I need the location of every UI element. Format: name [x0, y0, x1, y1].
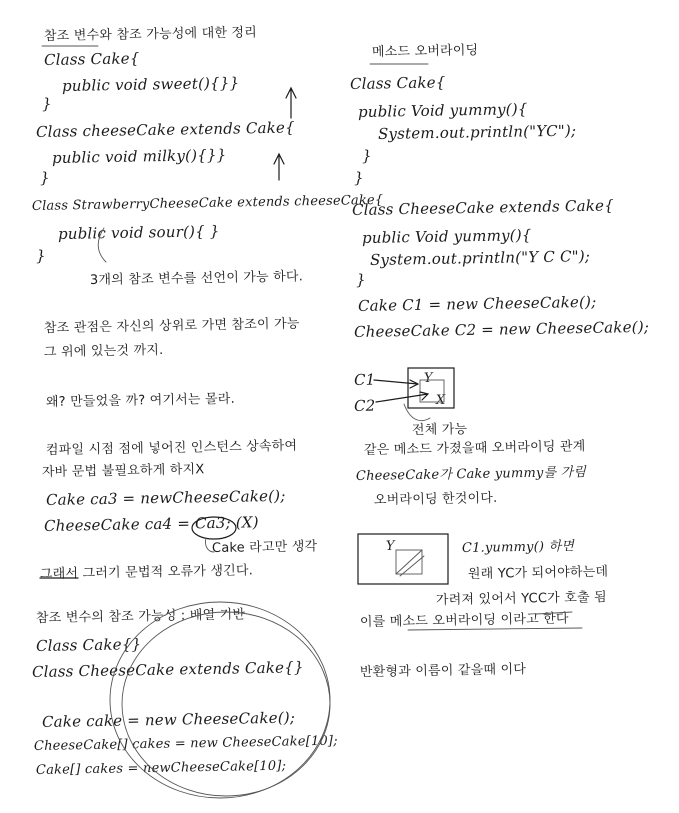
code-line: public Void yummy(){	[361, 226, 532, 247]
code-line: CheeseCake C2 = new CheeseCake();	[353, 317, 650, 341]
arrow-right-icon	[376, 392, 428, 402]
diagram-note: 전체 가능	[411, 422, 468, 438]
code-line: Cake C1 = new CheeseCake();	[357, 292, 597, 315]
code-line: Class Cake{}	[35, 635, 142, 655]
code-line: }	[39, 168, 50, 187]
note-line: 같은 메소드 가졌을때 오버라이딩 관계	[363, 439, 586, 458]
inner-object-box-2	[396, 550, 422, 574]
code-line: }	[35, 246, 46, 265]
code-line: }	[355, 270, 366, 289]
up-arrow-icon	[286, 88, 296, 118]
code-line: Class Cake{	[349, 73, 446, 93]
diagram-label-c2: C2	[353, 396, 376, 415]
note-line: 그 위에 있는것 까지.	[43, 342, 164, 360]
note-title-reference-variable: 참조 변수와 참조 가능성에 대한 정리	[43, 25, 258, 44]
code-line: System.out.println("YC");	[377, 121, 577, 143]
note-line: 원래 YC가 되어야하는데	[467, 564, 609, 582]
code-line: public void sour(){ }	[57, 222, 220, 243]
code-line: }	[361, 146, 372, 165]
object-box-2	[358, 534, 448, 584]
note-line: 컴파일 시점 점에 넣어진 인스턴스 상속하여	[45, 438, 298, 458]
up-arrow-icon	[274, 154, 284, 180]
diagram-box-y: Y	[423, 370, 433, 386]
note-line: 참조 변수의 참조 가능성 : 배열 기반	[35, 607, 246, 626]
diagram-box-x: X	[435, 392, 446, 408]
note-line: 이를 메소드 오버라이딩 이라고 한다	[359, 611, 569, 630]
code-line: public void milky(){}}	[51, 145, 227, 167]
note-line: 반환형과 이름이 같을때 이다	[359, 662, 527, 680]
code-line: }	[41, 94, 52, 113]
code-line: Cake ca3 = newCheeseCake();	[45, 486, 286, 509]
curve-stroke	[404, 404, 430, 421]
code-line: Class StrawberryCheeseCake extends cheeseCake{	[31, 192, 384, 214]
arrow-right-icon	[374, 380, 418, 388]
code-line: public void sweet(){}}	[61, 73, 240, 95]
note-line: 자바 문법 불필요하게 하지X	[41, 462, 205, 480]
note-line: 3개의 참조 변수를 선언이 가능 하다.	[89, 269, 304, 288]
code-line: public Void yummy(){	[357, 100, 528, 121]
note-line: CheeseCake가 Cake yummy를 가림	[355, 464, 587, 484]
note-line: 가려져 있어서 YCC가 호출 됨	[435, 590, 607, 608]
code-line: System.out.println("Y C C");	[369, 247, 591, 269]
note-line: 참조 관점은 자신의 상위로 가면 참조이 가능	[43, 316, 300, 336]
code-line: Cake[] cakes = newCheeseCake[10];	[35, 758, 287, 778]
code-line: Class Cake{	[43, 49, 140, 69]
code-line: }	[353, 168, 364, 187]
hatching-stroke	[396, 550, 424, 576]
code-line: Class CheeseCake extends Cake{	[351, 196, 615, 219]
diagram2-box-y: Y	[385, 538, 395, 554]
code-line: CheeseCake[] cakes = new CheeseCake[10];	[33, 733, 338, 754]
note-line: Cake 라고만 생각	[211, 539, 318, 556]
code-line: CheeseCake ca4 = Ca3; (X)	[43, 513, 259, 535]
code-line: Class cheeseCake extends Cake{	[35, 118, 295, 141]
code-line: Cake cake = new CheeseCake();	[41, 708, 296, 731]
diagram-label-c1: C1	[353, 370, 376, 389]
note-title-method-overriding: 메소드 오버라이딩	[371, 43, 479, 60]
note-line: 왜? 만들었을 까? 여기서는 몰라.	[45, 391, 236, 410]
code-line: Class CheeseCake extends Cake{}	[31, 658, 304, 681]
note-line: 오버라이딩 한것이다.	[373, 490, 498, 508]
note-line: C1.yummy() 하면	[461, 539, 575, 556]
note-line: 그래서 그러기 문법적 오류가 생긴다.	[39, 563, 254, 582]
